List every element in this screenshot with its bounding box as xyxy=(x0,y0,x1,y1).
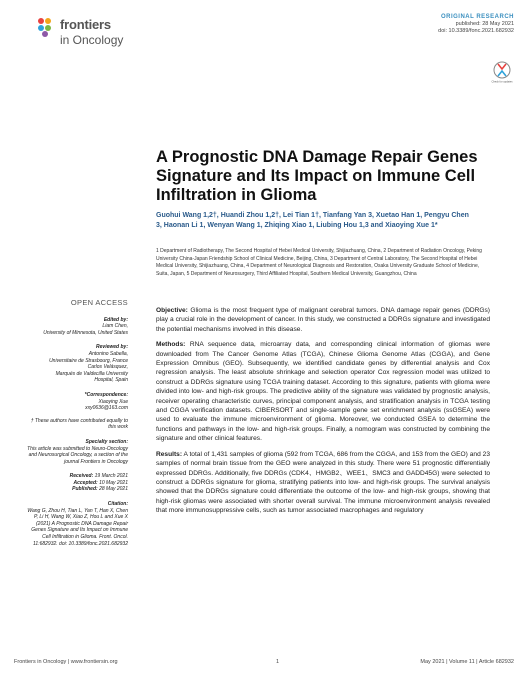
reviewer-line: Carlos Velásquez, xyxy=(87,364,128,371)
edited-by-label: Edited by: xyxy=(103,316,128,323)
methods-label: Methods: xyxy=(156,341,186,349)
specialty-label: Specialty section: xyxy=(85,438,128,445)
open-access-label: OPEN ACCESS xyxy=(70,298,128,307)
reviewer-line: Antonino Sabella, xyxy=(88,350,128,357)
reviewer-line: Marqués de Valdecilla University xyxy=(55,370,128,377)
accepted-label: Accepted: xyxy=(73,479,98,486)
specialty-text: This article was submitted to Neuro-Oncology and Neurosurgical Oncology, a section of the journal Frontiers in Oncology xyxy=(27,445,128,465)
abstract-objective xyxy=(156,306,490,334)
equal-contribution-note: † These authors have contributed equally to this work xyxy=(30,417,128,431)
article-sidebar xyxy=(26,300,128,547)
reviewed-by-label: Reviewed by: xyxy=(96,344,128,351)
results-text: A total of 1,431 samples of glioma (592 from TCGA, 686 from the CGGA, and 153 from the GEO) and 23 samples of normal brain tissue from the GEO were analyzed in this study. There were 51 prognostic differentially expressed DDRGs. Additionally, five DDRGs (CDK4、HMGB2、WEE1、SMC3 and GADD45G) were selected to construct a DDRGs signature for glioma, stratifying patients into low- and high-risk groups. The survival analysis showed that the DDRGs signature could differentiate the outcome of the low- and high-risk groups, showing that high-risk gliomas were associated with shorter overall survival. The immune microenvironment analysis revealed that more immunosuppressive cells, such as tumor associated macrophages and regulatory xyxy=(156,450,490,515)
abstract-methods xyxy=(156,340,490,443)
footer-journal-link[interactable]: Frontiers in Oncology | www.frontiersin.org xyxy=(14,659,118,665)
objective-label: Objective: xyxy=(156,307,188,314)
doi-link[interactable]: doi: 10.3389/fonc.2021.682932 xyxy=(438,28,514,34)
reviewed-by-list xyxy=(26,351,128,384)
check-for-updates-badge[interactable] xyxy=(490,60,514,87)
reviewer-line: Hospital, Spain xyxy=(94,377,128,384)
author-list[interactable]: Guohui Wang 1,2†, Huandi Zhou 1,2†, Lei Tian 1†, Tianfang Yan 3, Xuetao Han 1, Pengyu Chen 3, Haonan Li 1, Wenyan Wang 1, Zhiqing Xiao 1, Liubing Hou 1,3 and Xiaoying Xue 1* xyxy=(156,212,469,229)
article-title: A Prognostic DNA Damage Repair Genes Signature and Its Impact on Immune Cell Infiltration in Glioma xyxy=(156,148,478,204)
citation-label: Citation: xyxy=(107,501,128,508)
citation-text: Wang G, Zhou H, Tian L, Yan T, Han X, Chen P, Li H, Wang W, Xiao Z, Hou L and Xue X (2021) A Prognostic DNA Damage Repair Genes Signature and Its Impact on Immune Cell Infiltration in Glioma. Front. Oncol. 11:682932. doi: 10.3389/fonc.2021.682932 xyxy=(27,507,128,547)
methods-text: RNA sequence data, microarray data, and corresponding clinical information of gliomas were downloaded from The Cancer Genome Atlas (TCGA), Chinese Glioma Genome Atlas (CGGA), and Gene Expression Omnibus (GEO). Subsequently, we identified candidate genes by differential analysis and Cox regression analysis. The least absolute shrinkage and selection operator Cox regression model was utilized to construct a DDRGs signature using TCGA training dataset. According to this signature, patients with glioma were divided into low- and high-risk groups. The predictive ability of the signature was validated by prognostic analysis, receiver operating characteristic curves, principal component analysis, and stratification analysis in TCGA testing and CGGA verification datasets. CIBERSORT and single-sample gene set enrichment analysis (ssGSEA) were used to evaluate the immune microenvironment of glioma. Moreover, we conducted GSEA to determine the functions and pathways in the low- and high-risk groups. Finally, a nomogram was constructed by combining the signature and other clinical features. xyxy=(156,341,490,443)
footer-volume: May 2021 | Volume 11 | Article 682932 xyxy=(420,659,514,665)
accepted-date: 10 May 2021 xyxy=(99,479,128,486)
abstract-results xyxy=(156,450,490,516)
check-for-updates-icon xyxy=(490,60,514,87)
correspondence-label: *Correspondence: xyxy=(84,391,128,398)
published-date-side: 28 May 2021 xyxy=(99,486,128,493)
article-meta xyxy=(438,14,514,34)
received-date: 19 March 2021 xyxy=(94,473,128,480)
received-label: Received: xyxy=(69,473,94,480)
check-badge-label: Check for updates xyxy=(491,80,513,84)
journal-logo[interactable] xyxy=(38,16,158,56)
correspondence-name: Xiaoying Xue xyxy=(98,398,128,405)
correspondence-email[interactable]: xxy0636@163.com xyxy=(85,405,128,412)
article-type: ORIGINAL RESEARCH xyxy=(440,14,514,20)
article-dates xyxy=(26,473,128,493)
affiliations: 1 Department of Radiotherapy, The Second Hospital of Hebei Medical University, Shijiazhuang, China, 2 Department of Radiation Oncology, Peking University China-Japan Friendship School of Clinical Medicine, Beijing, China, 3 Department of Central Laboratory, The Second Hospital of Hebei Medical University, Shijiazhuang, China, 4 Department of Neurological Diagnosis and Restoration, Osaka University Graduate School of Medicine, Suita, Japan, 5 Department of Neurosurgery, Third Affiliated Hospital, Southern Medical University, Guangzhou, China xyxy=(156,248,482,277)
reviewer-line: Universitaire de Strasbourg, France xyxy=(49,357,128,364)
logo-journal: in Oncology xyxy=(60,33,124,47)
abstract xyxy=(156,306,490,522)
published-label: Published: xyxy=(72,486,98,493)
published-date: published: 28 May 2021 xyxy=(455,21,514,27)
frontiers-logo-icon xyxy=(38,18,58,38)
correspondence-list xyxy=(26,399,128,412)
edited-by-list xyxy=(26,323,128,336)
editor-line: Liam Chen, xyxy=(102,323,128,330)
results-label: Results: xyxy=(156,450,183,458)
page-number: 1 xyxy=(276,659,280,665)
logo-name: frontiers xyxy=(60,17,111,32)
editor-line: University of Minnesota, United States xyxy=(43,329,128,336)
objective-text: Glioma is the most frequent type of malignant cerebral tumors. DNA damage repair genes (DDRGs) play a crucial role in the development of cancer. In this study, we constructed a DDRGs signature and investigated the potential mechanisms involved in this disease. xyxy=(156,307,490,333)
